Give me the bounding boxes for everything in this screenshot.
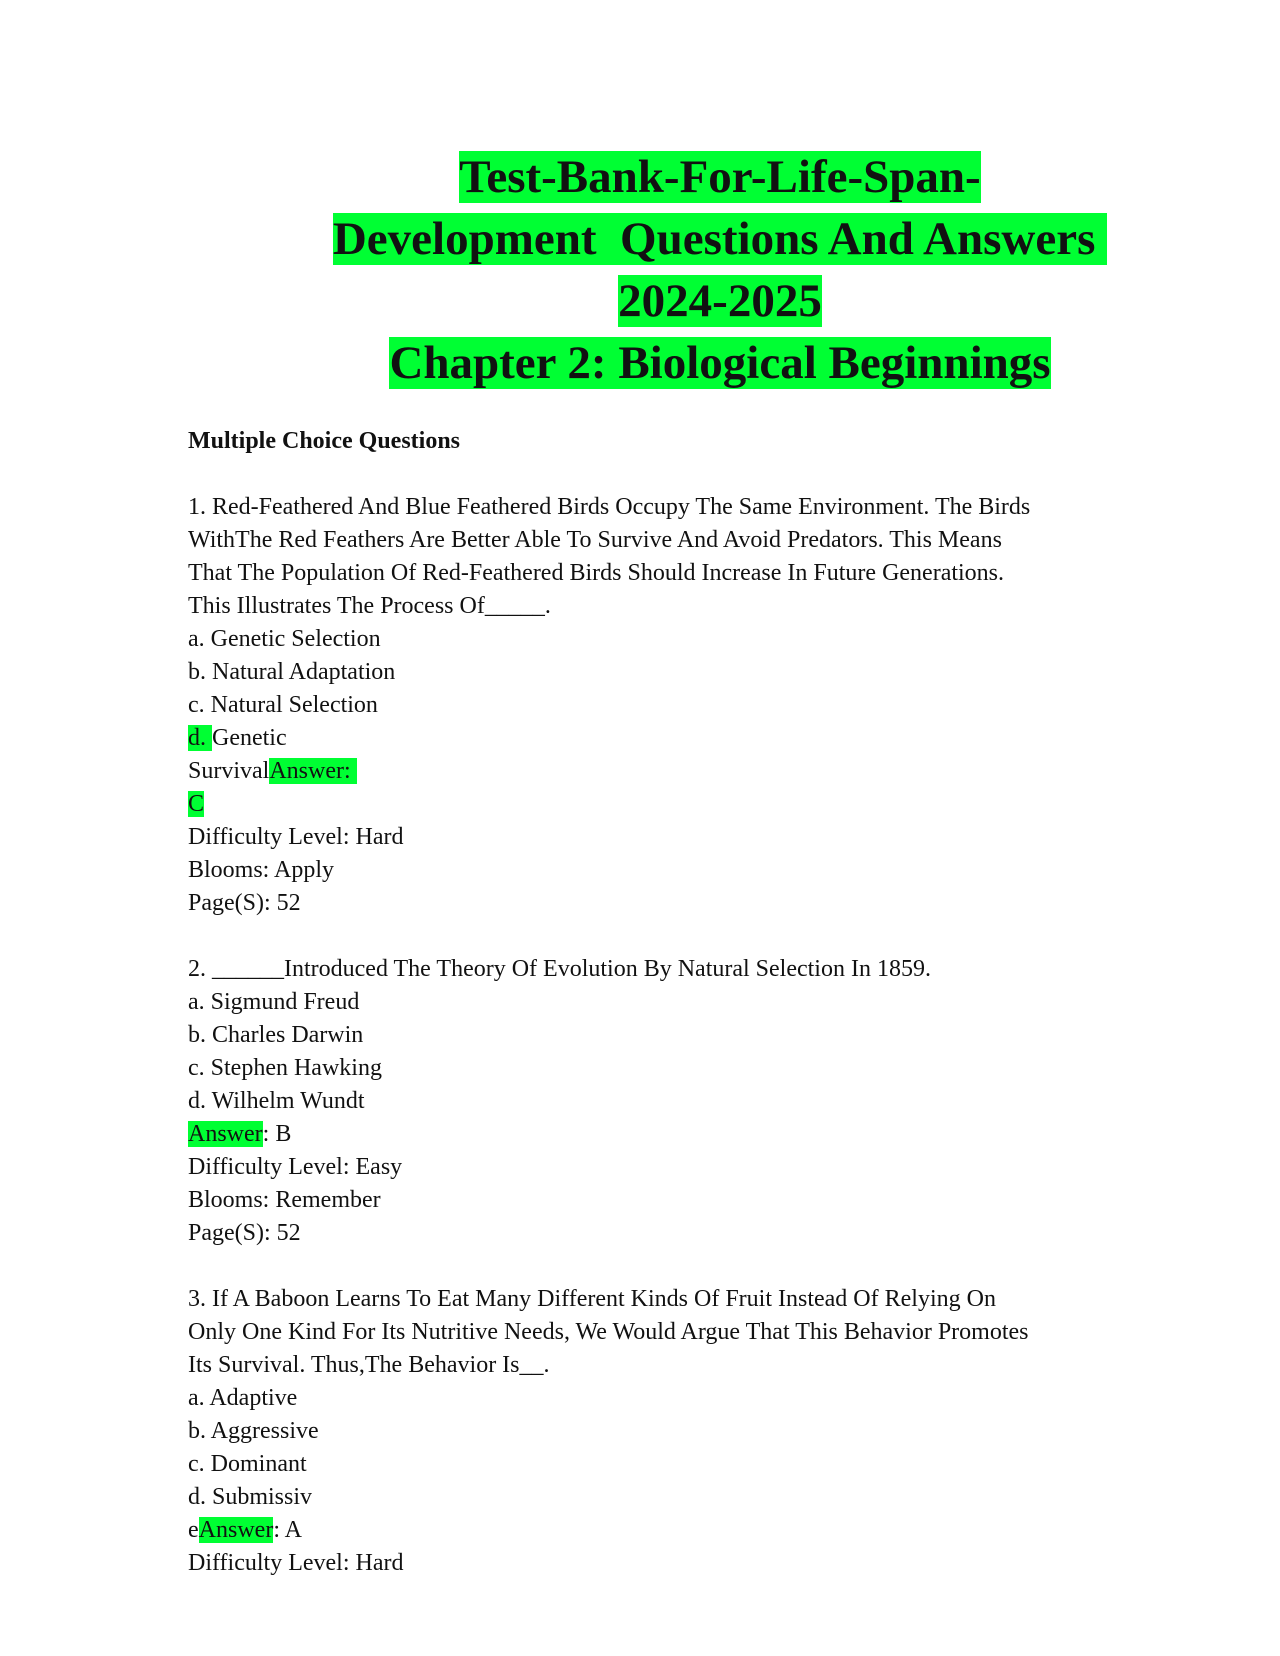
option-a: a. Genetic Selection [188,626,381,652]
title-line-2: Development Questions And Answers [332,213,1108,265]
title-line-1: Test-Bank-For-Life-Span- [459,151,981,203]
option-d-text: Genetic [212,725,287,751]
question-2 [188,953,1088,1250]
answer-value: : B [262,1121,292,1147]
answer-line [188,1514,1088,1547]
option-b: b. Aggressive [188,1418,319,1444]
page-reference: Page(S): 52 [188,890,301,916]
title-line-4: Chapter 2: Biological Beginnings [389,337,1051,389]
question-stem-line: Only One Kind For Its Nutritive Needs, We Would Argue That This Behavior Promotes [188,1319,1029,1345]
answer-line [188,755,1088,788]
answer-label: Answer [188,1121,263,1147]
question-stem-line: That The Population Of Red-Feathered Birds Should Increase In Future Generations. [188,560,1005,586]
difficulty-level: Difficulty Level: Hard [188,1550,404,1576]
option-d-prefix: d. [188,725,212,751]
question-3 [188,1283,1088,1580]
option-b: b. Charles Darwin [188,1022,364,1048]
option-a: a. Adaptive [188,1385,298,1411]
answer-value: : A [273,1517,302,1543]
question-stem-line: This Illustrates The Process Of_____. [188,593,551,619]
answer-label: Answer: [269,758,357,784]
option-c: c. Stephen Hawking [188,1055,382,1081]
answer-value: C [188,791,205,817]
document-title [260,146,1180,394]
title-line-3: 2024-2025 [618,275,822,327]
answer-line [188,1118,1088,1151]
survival-text: Survival [188,758,270,784]
page-reference: Page(S): 52 [188,1220,301,1246]
option-b: b. Natural Adaptation [188,659,396,685]
answer-value-line [188,788,1088,821]
question-stem-line: WithThe Red Feathers Are Better Able To Survive And Avoid Predators. This Means [188,527,1002,553]
question-stem-line: 1. Red-Feathered And Blue Feathered Birds Occupy The Same Environment. The Birds [188,494,1031,520]
option-d: d. Submissiv [188,1484,313,1510]
option-c: c. Dominant [188,1451,307,1477]
difficulty-level: Difficulty Level: Hard [188,824,404,850]
answer-prefix: e [188,1517,199,1543]
option-d: d. Wilhelm Wundt [188,1088,365,1114]
option-c: c. Natural Selection [188,692,378,718]
option-a: a. Sigmund Freud [188,989,360,1015]
section-heading: Multiple Choice Questions [188,428,461,454]
question-1 [188,491,1088,920]
answer-label: Answer [198,1517,274,1543]
question-stem-line: 3. If A Baboon Learns To Eat Many Different Kinds Of Fruit Instead Of Relying On [188,1286,996,1312]
blooms-level: Blooms: Remember [188,1187,381,1213]
question-stem-line: 2. ______Introduced The Theory Of Evolution By Natural Selection In 1859. [188,956,931,982]
blooms-level: Blooms: Apply [188,857,335,883]
option-d [188,722,1088,755]
question-stem-line: Its Survival. Thus,The Behavior Is__. [188,1352,550,1378]
difficulty-level: Difficulty Level: Easy [188,1154,403,1180]
